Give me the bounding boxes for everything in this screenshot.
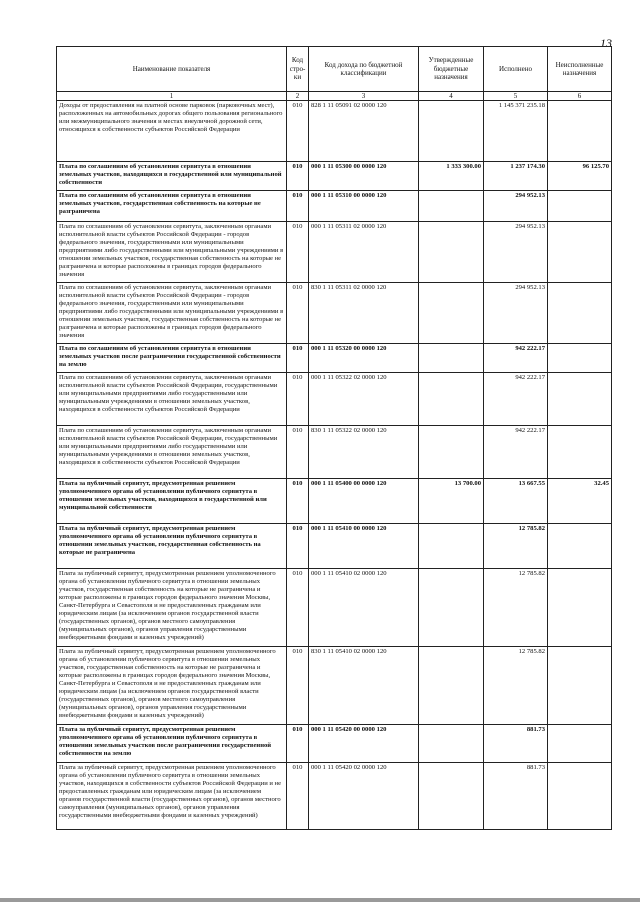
header-code: Код стро-ки [287, 47, 309, 92]
row-classification: 000 1 11 05420 00 0000 120 [309, 725, 419, 763]
row-unexecuted: 96 125.70 [548, 162, 612, 191]
row-classification: 830 1 11 05410 02 0000 120 [309, 647, 419, 725]
row-approved [419, 283, 484, 344]
row-classification: 000 1 11 05420 02 0000 120 [309, 763, 419, 830]
row-approved [419, 647, 484, 725]
row-approved [419, 725, 484, 763]
column-number: 3 [309, 92, 419, 101]
row-name: Плата по соглашениям об установлении сервитута в отношении земельных участков, государственная собственность на которые не разграничена [57, 191, 287, 222]
row-executed: 12 785.82 [484, 524, 548, 569]
row-name: Плата по соглашениям об установлении сервитута, заключенным органами исполнительной власти субъектов Российской Федерации - городов федерального значения, государственными или муниципальными предприятиями либо государственными или муниципальными учреждениями в отношении земельных участков, государственная собственность на которые не разграничена и которые расположены в границах городов федерального значения [57, 222, 287, 283]
row-classification: 000 1 11 05310 00 0000 120 [309, 191, 419, 222]
row-approved [419, 763, 484, 830]
row-classification: 830 1 11 05322 02 0000 120 [309, 426, 419, 479]
row-executed: 294 952.13 [484, 222, 548, 283]
row-code: 010 [287, 222, 309, 283]
row-approved [419, 569, 484, 647]
table-row [57, 763, 612, 830]
row-name: Плата за публичный сервитут, предусмотренная решением уполномоченного органа об установлении публичного сервитута в отношении земельных участков, государственная собственность на которые не разграничена [57, 524, 287, 569]
row-name: Плата за публичный сервитут, предусмотренная решением уполномоченного органа об установлении публичного сервитута в отношении земельных участков, государственная собственность на которые не разграничена и которые расположены в границах городов федерального значения Москвы, Санкт-Петербурга и Севастополя и не предоставленных гражданам или юридическим лицам (за исключением органов государственной власти (государственных органов), органов местного самоуправления (муниципальных органов), органов управления государственными внебюджетными фондами и казенных учреждений) [57, 569, 287, 647]
row-code: 010 [287, 426, 309, 479]
column-number: 1 [57, 92, 287, 101]
row-code: 010 [287, 479, 309, 524]
row-code: 010 [287, 647, 309, 725]
row-classification: 828 1 11 05091 02 0000 120 [309, 101, 419, 162]
row-name: Плата за публичный сервитут, предусмотренная решением уполномоченного органа об установлении публичного сервитута в отношении земельных участков, находящихся в государственной или муниципальной собственности [57, 479, 287, 524]
row-executed: 13 667.55 [484, 479, 548, 524]
row-name: Плата по соглашениям об установлении сервитута, заключенным органами исполнительной власти субъектов Российской Федерации - городов федерального значения, государственными или муниципальными предприятиями либо государственными или муниципальными учреждениями в отношении земельных участков, государственная собственность на которые не разграничена и которые расположены в границах городов федерального значения [57, 283, 287, 344]
row-approved [419, 524, 484, 569]
revenue-report-table [56, 46, 612, 830]
table-row [57, 647, 612, 725]
row-approved [419, 101, 484, 162]
table-body [57, 101, 612, 830]
table-row [57, 344, 612, 373]
table-row [57, 283, 612, 344]
row-approved [419, 222, 484, 283]
row-approved [419, 344, 484, 373]
row-code: 010 [287, 191, 309, 222]
table-row [57, 569, 612, 647]
row-unexecuted [548, 725, 612, 763]
row-code: 010 [287, 763, 309, 830]
row-unexecuted [548, 101, 612, 162]
row-executed: 942 222.17 [484, 426, 548, 479]
row-classification: 000 1 11 05300 00 0000 120 [309, 162, 419, 191]
header-executed: Исполнено [484, 47, 548, 92]
row-executed: 942 222.17 [484, 344, 548, 373]
row-executed: 12 785.82 [484, 647, 548, 725]
column-number: 2 [287, 92, 309, 101]
row-classification: 830 1 11 05311 02 0000 120 [309, 283, 419, 344]
row-executed: 881.73 [484, 763, 548, 830]
row-code: 010 [287, 569, 309, 647]
row-code: 010 [287, 162, 309, 191]
row-unexecuted [548, 191, 612, 222]
column-number-row [57, 92, 612, 101]
row-name: Плата по соглашениям об установлении сервитута, заключенным органами исполнительной власти субъектов Российской Федерации, государственными или муниципальными предприятиями либо государственными или муниципальными учреждениями в отношении земельных участков, находящихся в собственности субъектов Российской Федерации [57, 426, 287, 479]
row-unexecuted [548, 763, 612, 830]
table-row [57, 479, 612, 524]
row-approved: 13 700.00 [419, 479, 484, 524]
row-approved [419, 373, 484, 426]
row-code: 010 [287, 101, 309, 162]
row-executed: 12 785.82 [484, 569, 548, 647]
page-number: 13 [600, 36, 612, 50]
row-classification: 000 1 11 05322 02 0000 120 [309, 373, 419, 426]
row-executed: 1 237 174.30 [484, 162, 548, 191]
row-name: Плата за публичный сервитут, предусмотренная решением уполномоченного органа об установлении публичного сервитута в отношении земельных участков после разграничения государственной собственности на землю [57, 725, 287, 763]
row-unexecuted [548, 569, 612, 647]
table-row [57, 373, 612, 426]
row-unexecuted [548, 283, 612, 344]
row-classification: 000 1 11 05400 00 0000 120 [309, 479, 419, 524]
row-code: 010 [287, 725, 309, 763]
row-name: Плата по соглашениям об установлении сервитута, заключенным органами исполнительной власти субъектов Российской Федерации, государственными или муниципальными предприятиями либо государственными или муниципальными учреждениями в отношении земельных участков, находящихся в собственности субъектов Российской Федерации [57, 373, 287, 426]
row-name: Плата за публичный сервитут, предусмотренная решением уполномоченного органа об установлении публичного сервитута в отношении земельных участков, государственная собственность на которые не разграничена и которые расположены в границах городов федерального значения Москвы, Санкт-Петербурга и Севастополя и не предоставленных гражданам или юридическим лицам (за исключением органов государственной власти (государственных органов), органов местного самоуправления (муниципальных органов), органов управления государственными внебюджетными фондами и казенных учреждений) [57, 647, 287, 725]
row-code: 010 [287, 373, 309, 426]
header-approved: Утвержденные бюджетные назначения [419, 47, 484, 92]
header-classification: Код дохода по бюджетной классификации [309, 47, 419, 92]
row-classification: 000 1 11 05410 00 0000 120 [309, 524, 419, 569]
table-row [57, 725, 612, 763]
row-name: Доходы от предоставления на платной основе парковок (парковочных мест), расположенных на автомобильных дорогах общего пользования регионального или межмуниципального значения и местах внеуличной дорожной сети, относящихся к собственности субъектов Российской Федерации [57, 101, 287, 162]
row-approved [419, 191, 484, 222]
row-code: 010 [287, 283, 309, 344]
table-row [57, 162, 612, 191]
header-unexecuted: Неисполненные назначения [548, 47, 612, 92]
row-executed: 1 145 371 235.18 [484, 101, 548, 162]
table-row [57, 524, 612, 569]
row-unexecuted [548, 373, 612, 426]
row-approved: 1 333 300.00 [419, 162, 484, 191]
row-classification: 000 1 11 05320 00 0000 120 [309, 344, 419, 373]
row-approved [419, 426, 484, 479]
header-name: Наименование показателя [57, 47, 287, 92]
table-row [57, 222, 612, 283]
row-unexecuted [548, 426, 612, 479]
row-unexecuted [548, 647, 612, 725]
row-classification: 000 1 11 05311 02 0000 120 [309, 222, 419, 283]
row-name: Плата по соглашениям об установлении сервитута в отношении земельных участков, находящихся в государственной или муниципальной собственности [57, 162, 287, 191]
row-unexecuted [548, 524, 612, 569]
row-executed: 942 222.17 [484, 373, 548, 426]
row-unexecuted [548, 222, 612, 283]
column-number: 4 [419, 92, 484, 101]
row-code: 010 [287, 344, 309, 373]
row-executed: 294 952.13 [484, 283, 548, 344]
row-executed: 881.73 [484, 725, 548, 763]
row-unexecuted [548, 344, 612, 373]
row-name: Плата по соглашениям об установлении сервитута в отношении земельных участков после разграничения государственной собственности на землю [57, 344, 287, 373]
header-row [57, 47, 612, 92]
scan-bottom-edge [0, 898, 640, 902]
column-number: 6 [548, 92, 612, 101]
row-name: Плата за публичный сервитут, предусмотренная решением уполномоченного органа об установлении публичного сервитута в отношении земельных участков, находящихся в собственности субъектов Российской Федерации и не предоставленных гражданам или юридическим лицам (за исключением органов государственной власти (государственных органов), органов местного самоуправления (муниципальных органов), органов управления государственными внебюджетными фондами и казенных учреждений) [57, 763, 287, 830]
row-classification: 000 1 11 05410 02 0000 120 [309, 569, 419, 647]
table-row [57, 101, 612, 162]
row-unexecuted: 32.45 [548, 479, 612, 524]
row-executed: 294 952.13 [484, 191, 548, 222]
column-number: 5 [484, 92, 548, 101]
table-row [57, 426, 612, 479]
row-code: 010 [287, 524, 309, 569]
table-row [57, 191, 612, 222]
